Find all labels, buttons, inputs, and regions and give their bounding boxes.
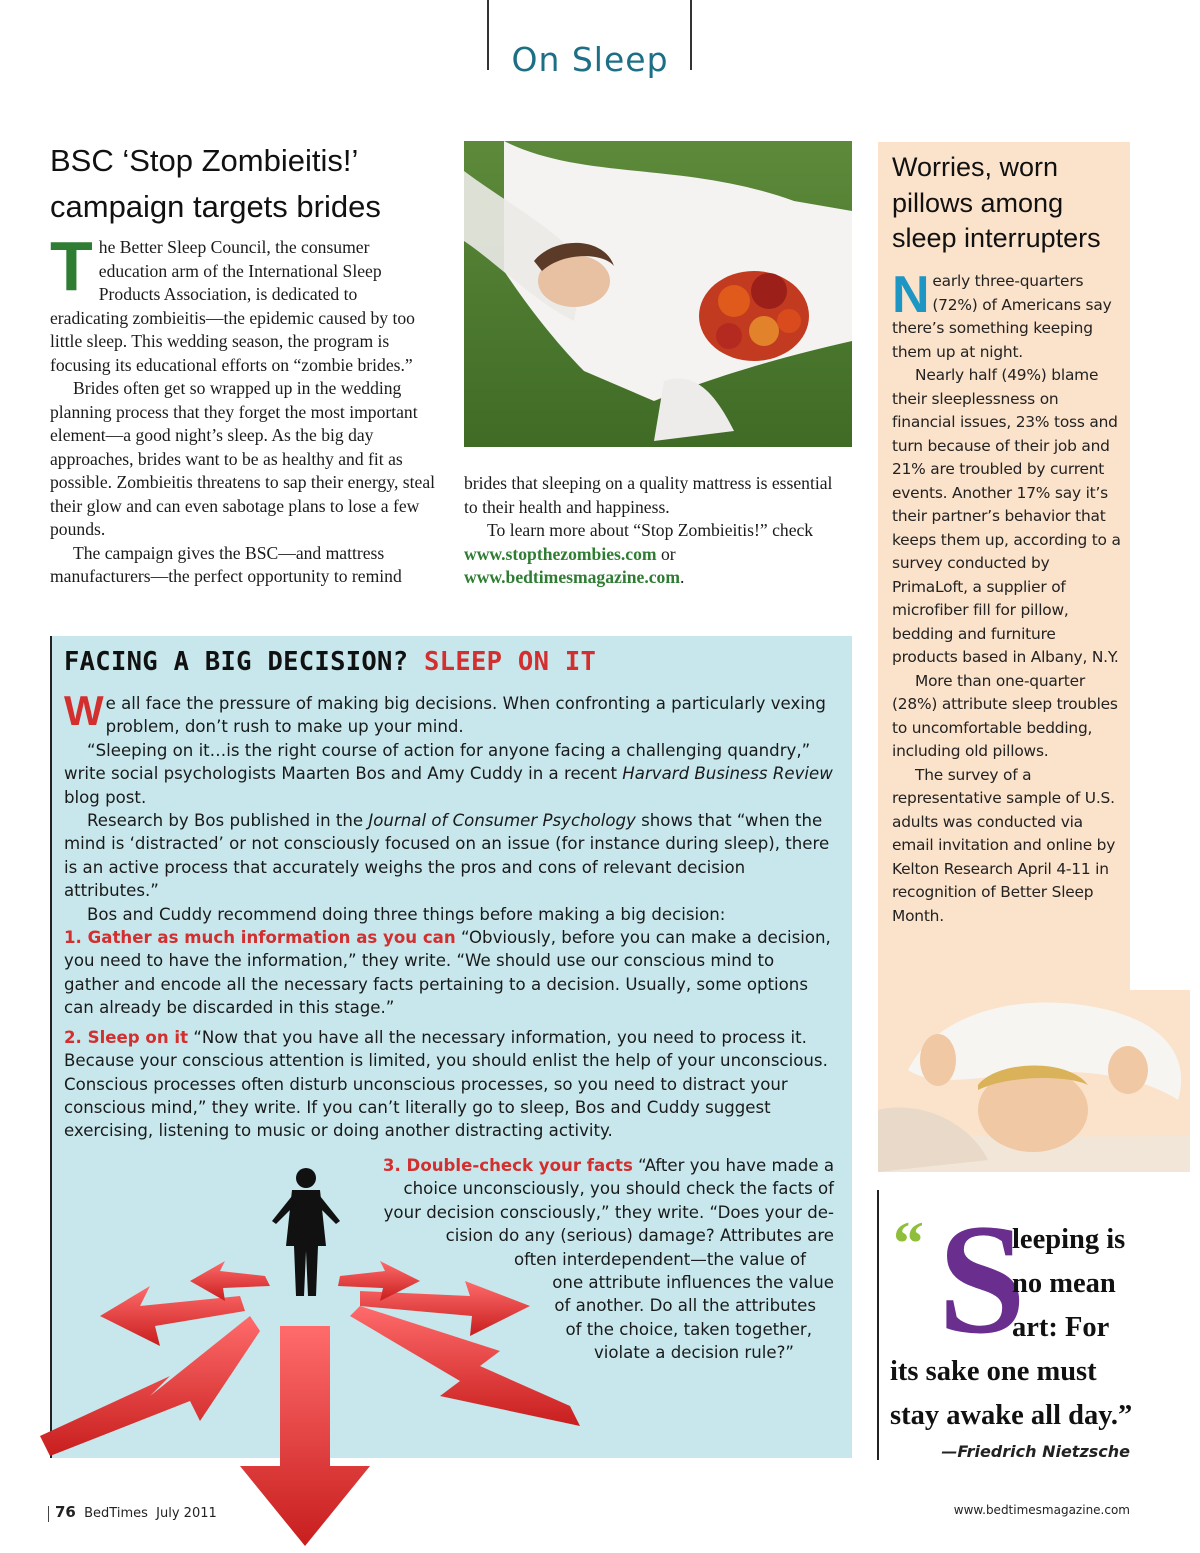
decision-body	[64, 687, 834, 1143]
quote-line: no mean	[1012, 1268, 1116, 1299]
link-bedtimesmagazine[interactable]: www.bedtimesmagazine.com	[464, 567, 680, 587]
article-column-1	[50, 227, 438, 589]
quote-dropcap: S	[938, 1192, 1026, 1367]
headline-line-2: campaign targets brides	[50, 189, 381, 224]
step-1-label: 1. Gather as much information as you can	[64, 928, 456, 948]
step-2-label: 2. Sleep on it	[64, 1027, 189, 1047]
footer-bar	[48, 1506, 49, 1522]
footer-url[interactable]: www.bedtimesmagazine.com	[953, 1503, 1130, 1517]
article-paragraph: brides that sleeping on a quality mattress is essential to their health and happiness.	[464, 473, 833, 517]
sidebar-paragraph: Nearly three-quarters (72%) of Americans say there’s something keeping them up at night.	[892, 266, 1112, 361]
dropcap: N	[892, 266, 930, 324]
article-headline	[50, 138, 450, 230]
article-paragraph: The campaign gives the BSC—and mattress manufacturers—the perfect opportunity to remind	[50, 542, 402, 586]
article-paragraph: To learn more about “Stop Zombieitis!” check www.stopthezombies.com or www.bedtimesmagazine.com.	[464, 520, 814, 587]
magazine-name: BedTimes	[84, 1506, 148, 1521]
sidebar-headline: Worries, worn pillows among sleep interrupters	[892, 152, 1101, 253]
sidebar-paragraph: The survey of a representative sample of U.S. adults was conducted via email invitation and online by Kelton Research April 4-11 in recognition of Better Sleep Month.	[892, 765, 1116, 925]
quote-line: stay awake all day.”	[890, 1400, 1133, 1431]
decision-paragraph: We all face the pressure of making big decisions. When confronting a particularly vexing problem, don’t rush to make up your mind.	[64, 687, 826, 737]
decision-paragraph: Research by Bos published in the Journal of Consumer Psychology shows that “when the mind is ‘distracted’ or not consciously focused on an issue (for instance during sleep), there is an active process that accurately weighs the pros and cons of relevant decision attributes.”	[64, 811, 830, 901]
quote-line: its sake one must	[890, 1356, 1097, 1387]
pillow-woman-photo	[878, 990, 1190, 1172]
decision-paragraph: Bos and Cuddy recommend doing three things before making a big decision:	[87, 904, 726, 924]
quote-mark: “	[893, 1210, 924, 1278]
dropcap: T	[50, 227, 93, 305]
dropcap: W	[64, 687, 104, 734]
page-number: 76	[55, 1503, 76, 1521]
step-3-label: 3. Double-check your facts	[382, 1156, 633, 1175]
quote-line: art: For	[1012, 1312, 1110, 1343]
article-paragraph: The Better Sleep Council, the consumer education arm of the International Sleep Products Association, is dedicated to eradicating zombieitis—the epidemic caused by too little sleep. This wedding season, the program is focusing its educational efforts on “zombie brides.”	[50, 227, 415, 375]
sidebar-paragraph: More than one-quarter (28%) attribute sleep troubles to uncomfortable bedding, including old pillows.	[892, 671, 1118, 760]
header-divider-left	[487, 0, 489, 70]
bride-photo	[464, 141, 852, 447]
decision-title: FACING A BIG DECISION? SLEEP ON IT	[64, 647, 597, 677]
footer-left	[48, 1503, 217, 1522]
step-2: 2. Sleep on it “Now that you have all the necessary information, you need to process it. Because your conscious attention is limited, you should enlist the help of your unconscious. Conscious processes often disturb unconscious processes, so you need to distract your conscious mind,” they write. If you can’t literally go to sleep, Bos and Cuddy suggest exercising, listening to music or doing another distracting activity.	[64, 1027, 828, 1141]
sidebar-body	[892, 266, 1124, 928]
quote-line: leeping is	[1012, 1224, 1126, 1255]
section-title: On Sleep	[511, 40, 669, 79]
sidebar-paragraph: Nearly half (49%) blame their sleeplessness on financial issues, 23% toss and turn because of their job and 21% are troubled by current events. Another 17% say it’s their partner’s behavior that keeps them up, according to a survey conducted by PrimaLoft, a supplier of microfiber fill for pillow, bedding and furniture products based in Albany, N.Y.	[892, 366, 1121, 666]
quote-attribution: —Friedrich Nietzsche	[941, 1442, 1130, 1461]
headline-line-1: BSC ‘Stop Zombieitis!’	[50, 143, 359, 178]
step-1: 1. Gather as much information as you can “Obviously, before you can make a decision, you need to have the information,” they write. “We should use our conscious mind to gather and encode all the necessary facts pertaining to a decision. Usually, some options can already be discarded in this stage.”	[64, 928, 831, 1018]
decision-paragraph: “Sleeping on it…is the right course of action for anyone facing a challenging quandry,” write social psychologists Maarten Bos and Amy Cuddy in a recent Harvard Business Review blog post.	[64, 740, 833, 807]
pull-quote	[890, 1218, 1140, 1438]
header-divider-right	[690, 0, 692, 70]
quote-divider	[877, 1190, 879, 1460]
step-3: 3. Double-check your facts “After you have made a choice unconsciously, you should check the facts of your decision consciously,” they write. “Does your de- cision do any (serious) damage? Attributes are often interdependent—the value of one attribute influences the value of another. Do all the attributes of the choice, taken together, violate a decision rule?”	[382, 1156, 834, 1363]
issue-date: July 2011	[156, 1506, 217, 1521]
article-paragraph: Brides often get so wrapped up in the wedding planning process that they forget the most important element—a good night’s sleep. As the big day approaches, brides want to be as healthy and fit as possible. Zombieitis threatens to sap their energy, steal their glow and can even sabotage plans to lose a few pounds.	[50, 378, 436, 539]
link-stopthezombies[interactable]: www.stopthezombies.com	[464, 543, 657, 564]
article-column-2	[464, 472, 846, 590]
